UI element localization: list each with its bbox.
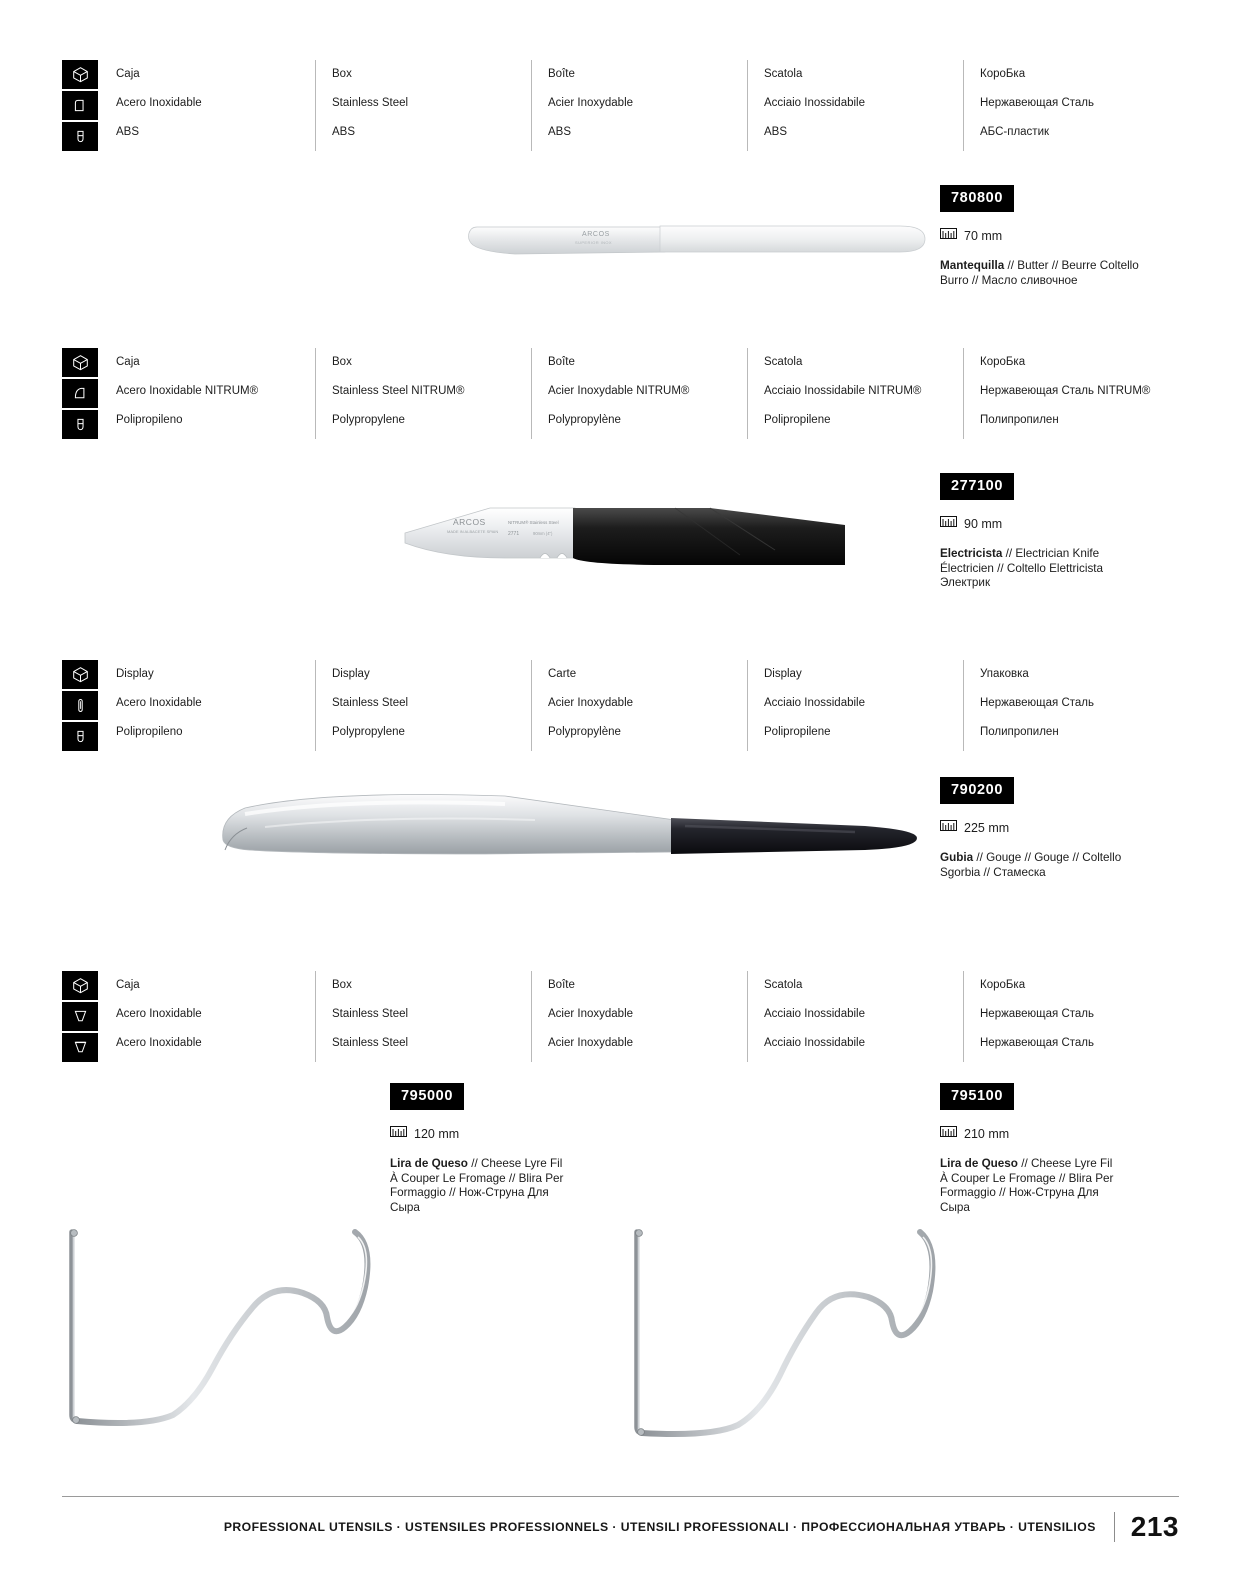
ruler-icon — [940, 818, 957, 837]
spec-text: Box — [332, 979, 352, 991]
spec-text: Carte — [548, 668, 577, 680]
box-icon — [62, 60, 98, 89]
material-icon-column — [62, 971, 102, 1062]
spec-band-electrician-knife — [62, 348, 1179, 439]
material-icon-column — [62, 348, 102, 439]
spec-text: Scatola — [764, 356, 803, 368]
footer-text: PROFESSIONAL UTENSILS · USTENSILES PROFESSIONNELS · UTENSILI PROFESSIONALI · ПРОФЕССИОНАЛЬНАЯ УТВАРЬ · UTENSILIOS — [223, 1520, 1096, 1534]
reference-badge: 790200 — [940, 777, 1014, 804]
spec-text: Caja — [116, 356, 140, 368]
spec-text: ABS — [764, 126, 788, 138]
spec-text: Box — [332, 356, 352, 368]
spec-column-en — [315, 348, 531, 439]
box-icon — [62, 971, 98, 1000]
lyre-frame-icon — [62, 1033, 98, 1062]
product-info-780800 — [940, 185, 1155, 288]
spec-text: Polipropileno — [116, 726, 183, 738]
spec-text: АБС-пластик — [980, 126, 1050, 138]
spec-text: Boîte — [548, 68, 575, 80]
svg-text:90mm (4"): 90mm (4") — [533, 531, 553, 536]
ruler-icon — [390, 1124, 407, 1143]
spec-column-es — [102, 348, 315, 439]
spec-column-ru — [963, 348, 1179, 439]
ruler-icon — [940, 514, 957, 533]
product-info-795100 — [940, 1083, 1115, 1215]
handle-icon — [62, 722, 98, 751]
size-row — [940, 514, 1155, 533]
spec-text: Polypropylène — [548, 414, 621, 426]
spec-column-es — [102, 60, 315, 151]
spec-column-en — [315, 660, 531, 751]
handle-icon — [62, 410, 98, 439]
blade-icon — [62, 379, 98, 408]
spec-column-it — [747, 60, 963, 151]
spec-text: Boîte — [548, 979, 575, 991]
spec-text: Scatola — [764, 68, 803, 80]
product-image-cheese-lyre-795000 — [55, 1215, 395, 1465]
reference-badge: 277100 — [940, 473, 1014, 500]
page-footer — [62, 1496, 1179, 1543]
spec-text: Нержавеющая Сталь NITRUM® — [980, 385, 1151, 397]
size-text: 90 mm — [964, 516, 1003, 531]
size-text: 70 mm — [964, 228, 1003, 243]
spec-text: Display — [332, 668, 370, 680]
footer-divider — [1114, 1512, 1115, 1542]
product-name: Lira de Queso — [390, 1157, 468, 1170]
reference-badge: 780800 — [940, 185, 1014, 212]
spec-text: Polipropilene — [764, 726, 831, 738]
product-description — [940, 547, 1155, 591]
product-description — [940, 851, 1155, 880]
spec-column-es — [102, 971, 315, 1062]
lyre-icon — [62, 1002, 98, 1031]
spec-text: Нержавеющая Сталь — [980, 97, 1095, 109]
material-icon-column — [62, 60, 102, 151]
product-image-gouge — [205, 770, 935, 880]
spec-text: Acero Inoxidable — [116, 1037, 202, 1049]
spec-column-fr — [531, 60, 747, 151]
spec-text: Box — [332, 68, 352, 80]
handle-icon — [62, 122, 98, 151]
spec-band-butter-knife — [62, 60, 1179, 151]
ruler-icon — [940, 226, 957, 245]
spec-text: Polipropileno — [116, 414, 183, 426]
reference-badge: 795000 — [390, 1083, 464, 1110]
reference-badge: 795100 — [940, 1083, 1014, 1110]
spec-column-en — [315, 60, 531, 151]
spec-text: Acciaio Inossidabile — [764, 697, 866, 709]
size-text: 210 mm — [964, 1126, 1010, 1141]
spec-text: Display — [764, 668, 802, 680]
box-icon — [62, 660, 98, 689]
spec-text: Stainless Steel — [332, 1037, 409, 1049]
product-name-translations: // Cheese Lyre Fil À Couper Le Fromage // Blira Per Formaggio // Нож-Струна Для Сыра — [940, 1157, 1114, 1214]
spec-text: ABS — [116, 126, 140, 138]
product-name-translations: // Butter // Beurre Coltello Burro // Масло сливочное — [940, 259, 1139, 287]
size-text: 225 mm — [964, 820, 1010, 835]
spec-column-ru — [963, 971, 1179, 1062]
gouge-icon — [62, 691, 98, 720]
spec-text: Stainless Steel NITRUM® — [332, 385, 465, 397]
spec-text: Polypropylene — [332, 414, 405, 426]
spec-band-gouge — [62, 660, 1179, 751]
page-number: 213 — [1130, 1511, 1179, 1542]
svg-text:NITRUM® Stainless Steel: NITRUM® Stainless Steel — [508, 520, 559, 525]
size-row — [940, 226, 1155, 245]
product-image-cheese-lyre-795100 — [620, 1215, 960, 1465]
size-row — [940, 1124, 1115, 1143]
product-name: Mantequilla — [940, 259, 1005, 272]
spec-text: КороБка — [980, 979, 1026, 991]
spec-text: Scatola — [764, 979, 803, 991]
spec-column-en — [315, 971, 531, 1062]
spec-column-fr — [531, 660, 747, 751]
box-icon — [62, 348, 98, 377]
size-row — [390, 1124, 565, 1143]
spec-text: Polipropilene — [764, 414, 831, 426]
spec-text: Caja — [116, 979, 140, 991]
blade-spatula-icon — [62, 91, 98, 120]
spec-text: Acero Inoxidable — [116, 697, 202, 709]
product-name-translations: // Electrician Knife Électricien // Coltello Elettricista Электрик — [940, 547, 1104, 590]
product-info-795000 — [390, 1083, 565, 1215]
spec-text: Acero Inoxidable NITRUM® — [116, 385, 259, 397]
spec-text: КороБка — [980, 356, 1026, 368]
spec-text: Полипропилен — [980, 726, 1059, 738]
spec-text: Stainless Steel — [332, 697, 409, 709]
svg-text:MADE IN ALBACETE SPAIN: MADE IN ALBACETE SPAIN — [447, 529, 499, 534]
spec-text: Нержавеющая Сталь — [980, 1008, 1095, 1020]
product-info-277100 — [940, 473, 1155, 591]
spec-text: КороБка — [980, 68, 1026, 80]
svg-text:2771: 2771 — [508, 531, 520, 537]
spec-text: Нержавеющая Сталь — [980, 697, 1095, 709]
spec-text: Acero Inoxidable — [116, 1008, 202, 1020]
product-name-translations: // Cheese Lyre Fil À Couper Le Fromage // Blira Per Formaggio // Нож-Струна Для Сыра — [390, 1157, 564, 1214]
product-image-electrician-knife — [375, 495, 935, 585]
spec-text: ABS — [332, 126, 356, 138]
spec-text: Нержавеющая Сталь — [980, 1037, 1095, 1049]
spec-column-it — [747, 348, 963, 439]
spec-text: Упаковка — [980, 668, 1029, 680]
spec-text: Stainless Steel — [332, 1008, 409, 1020]
spec-text: Boîte — [548, 356, 575, 368]
spec-text: Acier Inoxydable NITRUM® — [548, 385, 690, 397]
ruler-icon — [940, 1124, 957, 1143]
spec-text: ABS — [548, 126, 572, 138]
product-description — [940, 259, 1155, 288]
spec-band-cheese-lyre — [62, 971, 1179, 1062]
product-info-790200 — [940, 777, 1155, 880]
spec-column-es — [102, 660, 315, 751]
size-row — [940, 818, 1155, 837]
spec-text: Acero Inoxidable — [116, 97, 202, 109]
spec-text: Acier Inoxydable — [548, 1037, 634, 1049]
spec-text: Acciaio Inossidabile — [764, 97, 866, 109]
spec-column-it — [747, 971, 963, 1062]
spec-text: Acier Inoxydable — [548, 97, 634, 109]
spec-text: Stainless Steel — [332, 97, 409, 109]
product-image-butter-knife — [455, 200, 935, 275]
spec-text: Display — [116, 668, 154, 680]
spec-text: Polypropylene — [332, 726, 405, 738]
svg-text:SUPERIOR INOX: SUPERIOR INOX — [575, 240, 612, 245]
svg-text:ARCOS: ARCOS — [453, 517, 486, 527]
product-description — [940, 1157, 1115, 1215]
product-name: Gubia — [940, 851, 974, 864]
spec-text: Полипропилен — [980, 414, 1059, 426]
spec-column-fr — [531, 348, 747, 439]
product-name-translations: // Gouge // Gouge // Coltello Sgorbia // Стамеска — [940, 851, 1122, 879]
material-icon-column — [62, 660, 102, 751]
spec-column-ru — [963, 60, 1179, 151]
size-text: 120 mm — [414, 1126, 460, 1141]
spec-text: Acciaio Inossidabile NITRUM® — [764, 385, 922, 397]
spec-text: Acciaio Inossidabile — [764, 1037, 866, 1049]
spec-text: Acier Inoxydable — [548, 1008, 634, 1020]
spec-column-fr — [531, 971, 747, 1062]
product-name: Electricista — [940, 547, 1003, 560]
product-description — [390, 1157, 565, 1215]
product-name: Lira de Queso — [940, 1157, 1018, 1170]
spec-text: Acciaio Inossidabile — [764, 1008, 866, 1020]
spec-text: Caja — [116, 68, 140, 80]
spec-column-ru — [963, 660, 1179, 751]
spec-text: Polypropylène — [548, 726, 621, 738]
spec-text: Acier Inoxydable — [548, 697, 634, 709]
spec-column-it — [747, 660, 963, 751]
svg-text:ARCOS: ARCOS — [582, 231, 610, 238]
